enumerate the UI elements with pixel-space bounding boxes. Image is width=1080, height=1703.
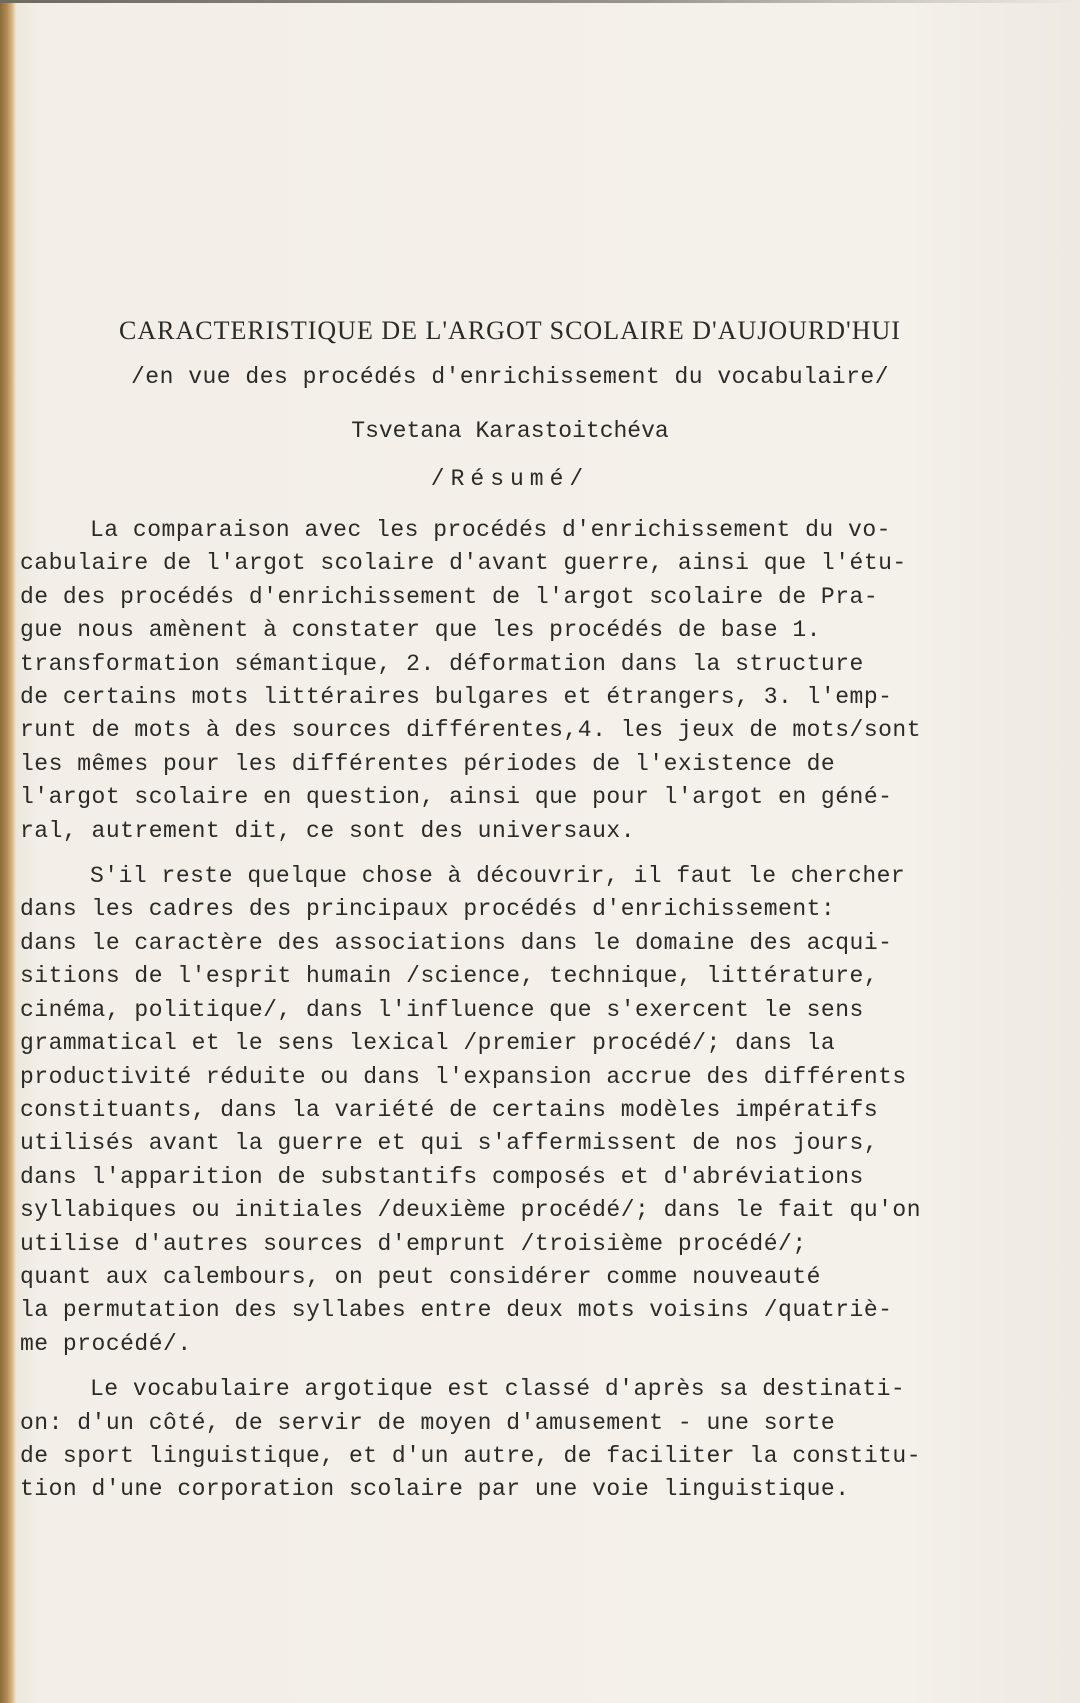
paragraph-line: transformation sémantique, 2. déformation dans la structure xyxy=(20,650,864,677)
paragraph-line: la permutation des syllabes entre deux mots voisins /quatriè- xyxy=(20,1297,893,1324)
paragraph-line: Le vocabulaire argotique est classé d'après sa destinati- xyxy=(90,1376,906,1403)
author-name: Tsvetana Karastoitchéva xyxy=(351,418,669,444)
paragraph-line: grammatical et le sens lexical /premier procédé/; dans la xyxy=(20,1030,836,1057)
paragraph-2 xyxy=(20,860,960,1361)
paragraph-3 xyxy=(20,1373,960,1507)
paragraph-line: dans l'apparition de substantifs composés et d'abréviations xyxy=(20,1163,864,1190)
paragraph-line: utilisés avant la guerre et qui s'affermissent de nos jours, xyxy=(20,1130,879,1157)
paragraph-line: quant aux calembours, on peut considérer comme nouveauté xyxy=(20,1263,821,1290)
paragraph-line: cabulaire de l'argot scolaire d'avant guerre, ainsi que l'étu- xyxy=(20,550,907,577)
page-top-edge xyxy=(0,0,1080,3)
paragraph-1 xyxy=(20,514,960,848)
paragraph-line: syllabiques ou initiales /deuxième procédé/; dans le fait qu'on xyxy=(20,1197,922,1224)
paragraph-line: ral, autrement dit, ce sont des universaux. xyxy=(20,817,635,844)
paragraph-line: productivité réduite ou dans l'expansion accrue des différents xyxy=(20,1063,907,1090)
paragraph-line: gue nous amènent à constater que les procédés de base 1. xyxy=(20,617,821,644)
paragraph-line: on: d'un côté, de servir de moyen d'amusement - une sorte xyxy=(20,1409,836,1436)
document-title: CARACTERISTIQUE DE L'ARGOT SCOLAIRE D'AUJOURD'HUI xyxy=(119,316,901,345)
document-subtitle: /en vue des procédés d'enrichissement du vocabulaire/ xyxy=(130,364,890,390)
document-body xyxy=(20,316,960,1519)
paragraph-line: dans les cadres des principaux procédés d'enrichissement: xyxy=(20,896,836,923)
paragraph-line: me procédé/. xyxy=(20,1330,192,1357)
paragraph-line: cinéma, politique/, dans l'influence que s'exercent le sens xyxy=(20,996,864,1023)
paragraph-line: de sport linguistique, et d'un autre, de faciliter la constitu- xyxy=(20,1442,922,1469)
paragraph-line: La comparaison avec les procédés d'enrichissement du vo- xyxy=(90,517,891,543)
paragraph-line: sitions de l'esprit humain /science, technique, littérature, xyxy=(20,963,879,990)
paragraph-line: dans le caractère des associations dans le domaine des acqui- xyxy=(20,929,893,956)
resume-heading: /Résumé/ xyxy=(430,466,590,492)
paragraph-line: utilise d'autres sources d'emprunt /troisième procédé/; xyxy=(20,1230,807,1257)
paragraph-line: S'il reste quelque chose à découvrir, il faut le chercher xyxy=(90,863,906,890)
paragraph-line: les mêmes pour les différentes périodes de l'existence de xyxy=(20,750,836,777)
paragraph-line: de des procédés d'enrichissement de l'argot scolaire de Pra- xyxy=(20,583,879,610)
binding-edge xyxy=(0,0,16,1703)
paragraph-line: runt de mots à des sources différentes,4. les jeux de mots/sont xyxy=(20,717,922,744)
paragraph-line: constituants, dans la variété de certains modèles impératifs xyxy=(20,1096,879,1123)
paragraph-line: de certains mots littéraires bulgares et étrangers, 3. l'emp- xyxy=(20,684,893,711)
paragraph-line: tion d'une corporation scolaire par une voie linguistique. xyxy=(20,1476,850,1503)
paragraph-line: l'argot scolaire en question, ainsi que pour l'argot en géné- xyxy=(20,784,893,811)
